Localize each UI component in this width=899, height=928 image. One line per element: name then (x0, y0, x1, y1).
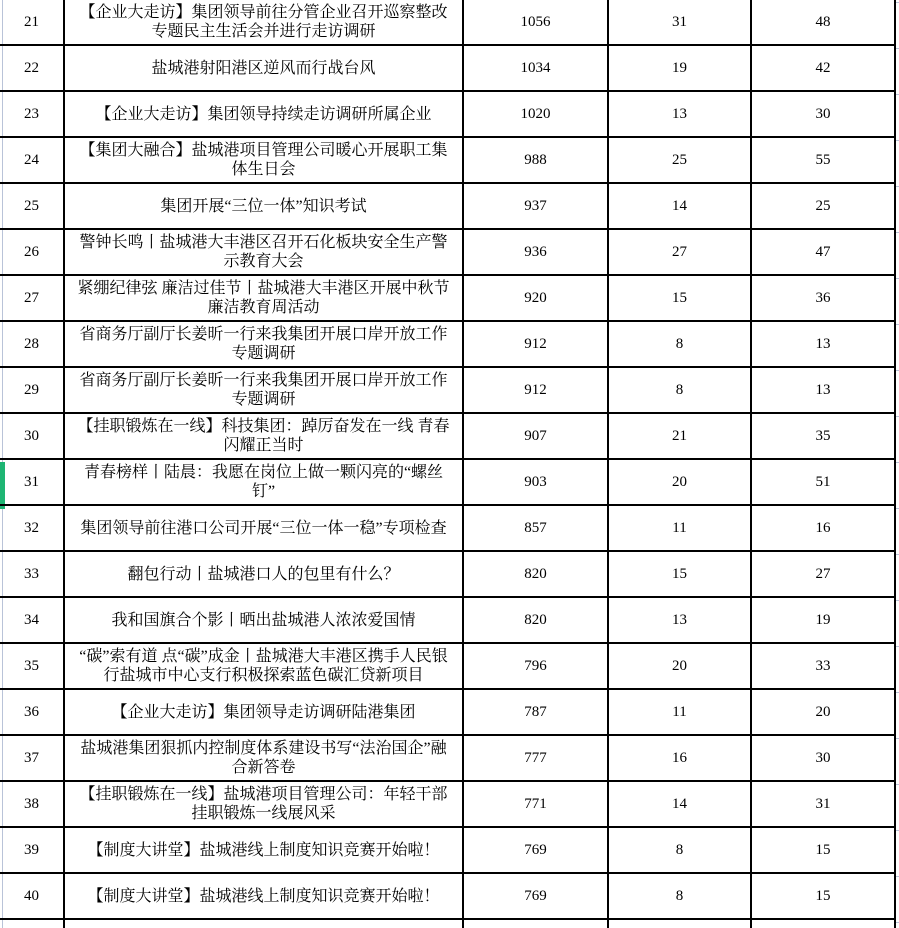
title-cell[interactable]: 盐城港集团狠抓内控制度体系建设书写“法治国企”融合新答卷 (64, 735, 463, 781)
value1-cell[interactable]: 777 (463, 735, 608, 781)
value3-cell[interactable]: 51 (751, 459, 895, 505)
index-cell[interactable]: 39 (0, 827, 64, 873)
index-cell[interactable]: 30 (0, 413, 64, 459)
value2-cell[interactable]: 14 (608, 183, 751, 229)
table-row (0, 183, 895, 229)
value1-cell[interactable]: 920 (463, 275, 608, 321)
index-cell[interactable]: 33 (0, 551, 64, 597)
title-cell[interactable]: 【挂职锻炼在一线】盐城港项目管理公司：年轻干部挂职锻炼一线展风采 (64, 781, 463, 827)
value3-cell[interactable]: 35 (751, 413, 895, 459)
title-cell[interactable]: 【挂职锻炼在一线】科技集团：踔厉奋发在一线 青春闪耀正当时 (64, 413, 463, 459)
table-row (0, 551, 895, 597)
table-row (0, 91, 895, 137)
title-cell[interactable] (64, 919, 463, 928)
value3-cell[interactable]: 27 (751, 551, 895, 597)
table-row (0, 505, 895, 551)
value1-cell[interactable]: 820 (463, 551, 608, 597)
index-cell[interactable]: 37 (0, 735, 64, 781)
value3-cell[interactable]: 47 (751, 229, 895, 275)
value3-cell[interactable]: 20 (751, 689, 895, 735)
title-cell[interactable]: 青春榜样丨陆晨：我愿在岗位上做一颗闪亮的“螺丝钉” (64, 459, 463, 505)
value2-cell[interactable]: 31 (608, 0, 751, 45)
value1-cell[interactable]: 988 (463, 137, 608, 183)
value2-cell[interactable]: 15 (608, 275, 751, 321)
value1-cell[interactable]: 787 (463, 689, 608, 735)
value1-cell[interactable]: 912 (463, 321, 608, 367)
value3-cell[interactable]: 16 (751, 505, 895, 551)
table-row (0, 0, 895, 45)
value1-cell[interactable]: 936 (463, 229, 608, 275)
value2-cell[interactable]: 13 (608, 91, 751, 137)
table-row (0, 597, 895, 643)
value2-cell[interactable]: 11 (608, 689, 751, 735)
value3-cell[interactable]: 36 (751, 275, 895, 321)
title-cell[interactable]: 警钟长鸣丨盐城港大丰港区召开石化板块安全生产警示教育大会 (64, 229, 463, 275)
value2-cell[interactable]: 11 (608, 505, 751, 551)
table-row (0, 367, 895, 413)
title-cell[interactable]: 【集团大融合】盐城港项目管理公司暖心开展职工集体生日会 (64, 137, 463, 183)
value1-cell[interactable]: 1056 (463, 0, 608, 45)
value2-cell[interactable]: 19 (608, 45, 751, 91)
value3-cell[interactable]: 33 (751, 643, 895, 689)
value2-cell[interactable]: 8 (608, 367, 751, 413)
table-row (0, 459, 895, 505)
title-cell[interactable]: 【制度大讲堂】盐城港线上制度知识竞赛开始啦！ (64, 827, 463, 873)
index-cell[interactable]: 24 (0, 137, 64, 183)
value3-cell[interactable]: 31 (751, 781, 895, 827)
value2-cell[interactable]: 21 (608, 413, 751, 459)
value2-cell[interactable]: 13 (608, 597, 751, 643)
value1-cell[interactable]: 912 (463, 367, 608, 413)
table-row (0, 735, 895, 781)
value1-cell[interactable]: 937 (463, 183, 608, 229)
value2-cell[interactable]: 27 (608, 229, 751, 275)
value3-cell[interactable]: 55 (751, 137, 895, 183)
table-row (0, 275, 895, 321)
partial-row-below (0, 919, 895, 928)
value3-cell[interactable] (751, 919, 895, 928)
index-cell[interactable]: 38 (0, 781, 64, 827)
index-cell[interactable]: 32 (0, 505, 64, 551)
title-cell[interactable]: 【制度大讲堂】盐城港线上制度知识竞赛开始啦！ (64, 873, 463, 919)
value2-cell[interactable]: 8 (608, 873, 751, 919)
value1-cell[interactable] (463, 919, 608, 928)
table-row-partial (0, 919, 895, 928)
value1-cell[interactable]: 796 (463, 643, 608, 689)
table-row (0, 873, 895, 919)
index-cell[interactable]: 21 (0, 0, 64, 45)
value1-cell[interactable]: 1034 (463, 45, 608, 91)
value3-cell[interactable]: 13 (751, 367, 895, 413)
title-cell[interactable]: 集团开展“三位一体”知识考试 (64, 183, 463, 229)
index-cell[interactable]: 27 (0, 275, 64, 321)
title-cell[interactable]: “碳”索有道 点“碳”成金丨盐城港大丰港区携手人民银行盐城市中心支行积极探索蓝色碳汇贷新项目 (64, 643, 463, 689)
index-cell[interactable]: 23 (0, 91, 64, 137)
value2-cell[interactable]: 25 (608, 137, 751, 183)
index-cell[interactable] (0, 919, 64, 928)
value3-cell[interactable]: 42 (751, 45, 895, 91)
table-row (0, 413, 895, 459)
title-cell[interactable]: 【企业大走访】集团领导前往分管企业召开巡察整改专题民主生活会并进行走访调研 (64, 0, 463, 45)
title-cell[interactable]: 【企业大走访】集团领导持续走访调研所属企业 (64, 91, 463, 137)
value1-cell[interactable]: 771 (463, 781, 608, 827)
value1-cell[interactable]: 907 (463, 413, 608, 459)
title-cell[interactable]: 集团领导前往港口公司开展“三位一体一稳”专项检查 (64, 505, 463, 551)
value3-cell[interactable]: 30 (751, 91, 895, 137)
value2-cell[interactable]: 20 (608, 643, 751, 689)
table-row (0, 827, 895, 873)
title-cell[interactable]: 盐城港射阳港区逆风而行战台风 (64, 45, 463, 91)
value2-cell[interactable]: 15 (608, 551, 751, 597)
index-cell[interactable]: 40 (0, 873, 64, 919)
index-cell[interactable]: 26 (0, 229, 64, 275)
index-cell[interactable]: 29 (0, 367, 64, 413)
index-cell[interactable]: 28 (0, 321, 64, 367)
index-cell[interactable]: 35 (0, 643, 64, 689)
index-cell[interactable]: 36 (0, 689, 64, 735)
title-cell[interactable]: 我和国旗合个影丨晒出盐城港人浓浓爱国情 (64, 597, 463, 643)
title-cell[interactable]: 【企业大走访】集团领导走访调研陆港集团 (64, 689, 463, 735)
value3-cell[interactable]: 19 (751, 597, 895, 643)
title-cell[interactable]: 翻包行动丨盐城港口人的包里有什么？ (64, 551, 463, 597)
table-row (0, 137, 895, 183)
value3-cell[interactable]: 25 (751, 183, 895, 229)
value2-cell[interactable]: 8 (608, 827, 751, 873)
index-cell[interactable]: 34 (0, 597, 64, 643)
index-cell[interactable]: 22 (0, 45, 64, 91)
table-row (0, 643, 895, 689)
title-cell[interactable]: 紧绷纪律弦 廉洁过佳节丨盐城港大丰港区开展中秋节廉洁教育周活动 (64, 275, 463, 321)
value1-cell[interactable]: 769 (463, 827, 608, 873)
value2-cell[interactable]: 20 (608, 459, 751, 505)
value2-cell[interactable] (608, 919, 751, 928)
value2-cell[interactable]: 14 (608, 781, 751, 827)
table-row (0, 321, 895, 367)
value3-cell[interactable]: 30 (751, 735, 895, 781)
index-cell[interactable]: 25 (0, 183, 64, 229)
value1-cell[interactable]: 857 (463, 505, 608, 551)
title-cell[interactable]: 省商务厅副厅长姜昕一行来我集团开展口岸开放工作专题调研 (64, 367, 463, 413)
value2-cell[interactable]: 16 (608, 735, 751, 781)
index-cell[interactable]: 31 (0, 459, 64, 505)
value3-cell[interactable]: 15 (751, 873, 895, 919)
value1-cell[interactable]: 820 (463, 597, 608, 643)
value1-cell[interactable]: 769 (463, 873, 608, 919)
value2-cell[interactable]: 8 (608, 321, 751, 367)
table-row (0, 45, 895, 91)
value3-cell[interactable]: 13 (751, 321, 895, 367)
table-row (0, 689, 895, 735)
value3-cell[interactable]: 48 (751, 0, 895, 45)
table-row (0, 781, 895, 827)
table-row (0, 229, 895, 275)
value1-cell[interactable]: 903 (463, 459, 608, 505)
value3-cell[interactable]: 15 (751, 827, 895, 873)
title-cell[interactable]: 省商务厅副厅长姜昕一行来我集团开展口岸开放工作专题调研 (64, 321, 463, 367)
value1-cell[interactable]: 1020 (463, 91, 608, 137)
